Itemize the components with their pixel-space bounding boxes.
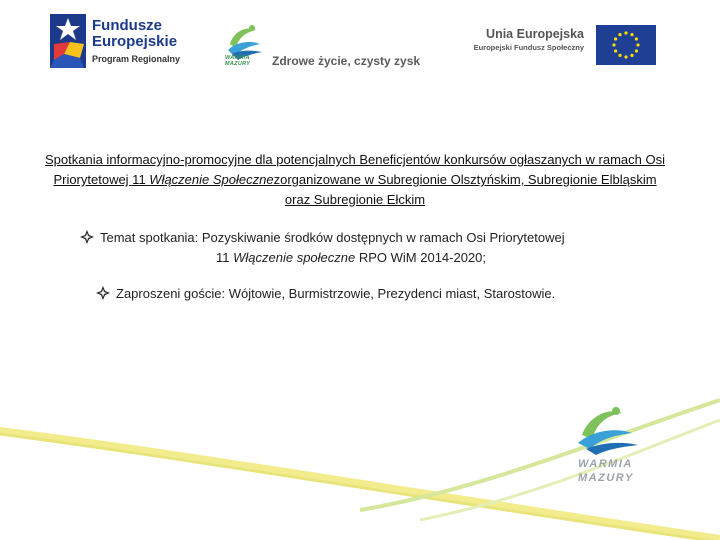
warmia-mazury-footer-text	[578, 457, 634, 485]
wm-small-line2: MAZURY	[225, 61, 251, 67]
title-italic: Włączenie Społeczne	[149, 172, 274, 187]
topic-line2-pre: 11	[216, 250, 234, 265]
eu-star-icon	[635, 49, 638, 52]
eu-star-icon	[636, 43, 639, 46]
warmia-mazury-logo	[222, 22, 422, 72]
title-part2: zorganizowane w Subregionie Olsztyńskim, Subregionie Elbląskim oraz Subregionie Ełckim	[273, 172, 657, 207]
fe-line2: Europejskie	[92, 33, 178, 50]
eu-star-icon	[614, 49, 617, 52]
topic-line1: Temat spotkania: Pozyskiwanie środków dostępnych w ramach Osi Priorytetowej	[100, 230, 565, 245]
eu-flag-icon	[596, 25, 656, 65]
warmia-mazury-small-text	[225, 55, 250, 67]
footer-wm-line2: MAZURY	[578, 472, 634, 484]
warmia-mazury-slogan: Zdrowe życie, czysty zysk	[272, 54, 421, 68]
fe-line3: Program Regionalny	[92, 54, 181, 64]
topic-line2-italic: Włączenie społeczne	[233, 250, 356, 265]
eu-star-icon	[624, 31, 627, 34]
bullet-guests	[96, 284, 716, 304]
title-part1: Spotkania informacyjno-promocyjne dla potencjalnych Beneficjentów konkursów ogłaszanych w ramach Osi Priorytetowej 11	[45, 152, 665, 187]
wm-small-line1: WARMIA	[225, 55, 250, 61]
eu-star-icon	[624, 55, 627, 58]
eu-star-icon	[630, 54, 633, 57]
diamond-bullet-icon	[96, 286, 110, 300]
meeting-title	[40, 150, 670, 210]
eu-star-icon	[630, 33, 633, 36]
eu-star-icon	[618, 33, 621, 36]
topic-line2-post: RPO WiM 2014-2020;	[355, 250, 487, 265]
fundusze-europejskie-text	[92, 18, 180, 66]
ue-line1: Unia Europejska	[486, 27, 584, 41]
unia-europejska-text	[452, 26, 584, 54]
ue-line2: Europejski Fundusz Społeczny	[473, 43, 584, 52]
fundusze-europejskie-flag-icon	[50, 14, 86, 68]
fe-line1: Fundusze	[92, 17, 162, 34]
diamond-bullet-icon	[80, 230, 94, 244]
warmia-mazury-footer-logo	[566, 405, 676, 500]
footer-wm-line1: WARMIA	[578, 458, 633, 470]
eu-star-icon	[635, 37, 638, 40]
warmia-mazury-footer-emblem-icon	[572, 405, 652, 457]
unia-europejska-logo	[452, 26, 662, 72]
fundusze-europejskie-logo	[50, 14, 210, 72]
topic-line2	[80, 248, 700, 268]
bullet-topic	[80, 228, 700, 268]
eu-star-icon	[612, 43, 615, 46]
eu-star-icon	[618, 54, 621, 57]
guests-text: Zaproszeni goście: Wójtowie, Burmistrzowie, Prezydenci miast, Starostowie.	[116, 286, 556, 301]
eu-star-icon	[614, 37, 617, 40]
